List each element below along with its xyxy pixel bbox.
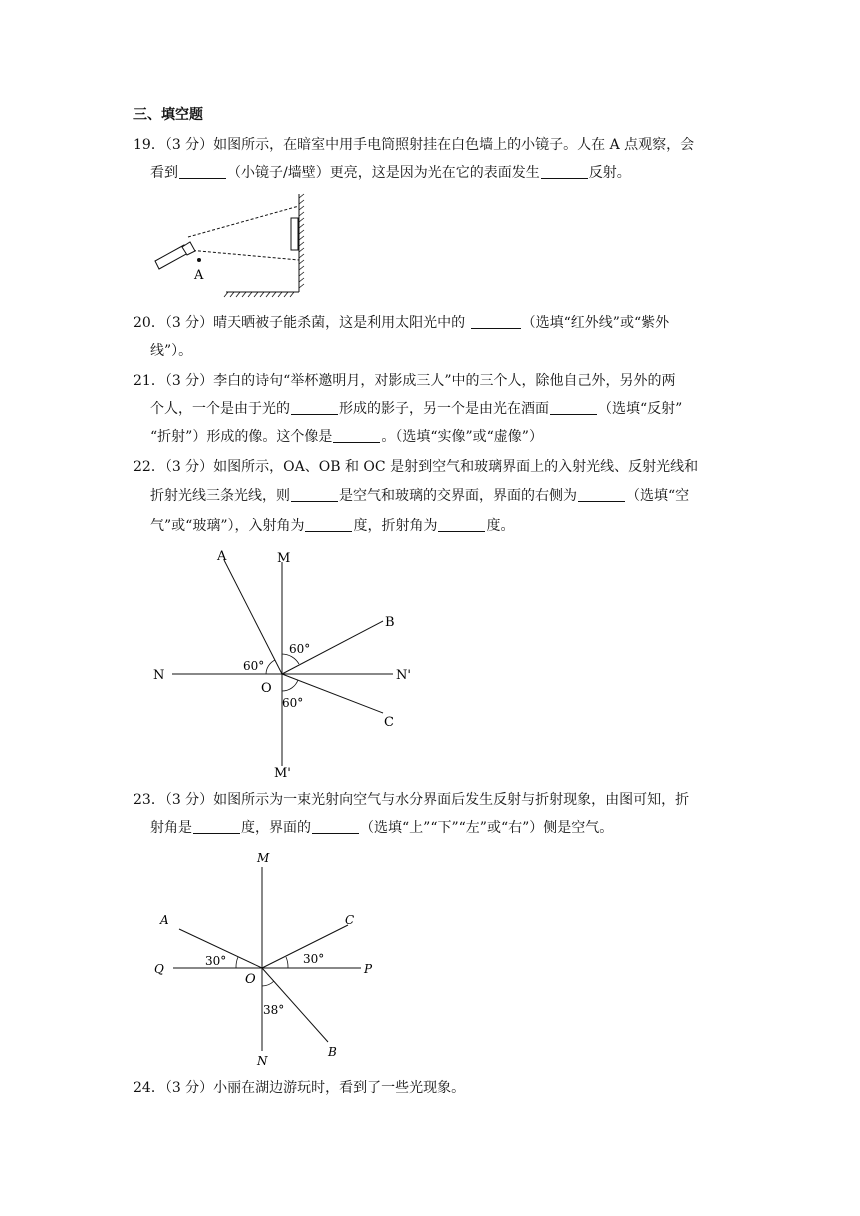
label-a: A — [194, 268, 204, 283]
answer-blank[interactable] — [179, 164, 226, 179]
q20-line2: 线”）。 — [150, 343, 193, 359]
label-n: N — [153, 668, 165, 683]
q19-line1: 19．（3 分）如图所示，在暗室中用手电筒照射挂在白色墙上的小镜子。人在 A 点观察，会 — [133, 137, 695, 153]
label-b: B — [385, 615, 395, 630]
answer-blank[interactable] — [550, 400, 597, 415]
q23-figure — [145, 845, 385, 1070]
label-m: M — [277, 551, 291, 566]
label-n: N — [257, 1054, 268, 1068]
label-m: M — [257, 851, 270, 865]
angle-label: 30° — [205, 954, 227, 968]
label-o: O — [245, 972, 256, 987]
answer-blank[interactable] — [578, 487, 625, 502]
q22-figure — [145, 540, 425, 785]
angle-label: 60° — [243, 659, 265, 673]
label-m-prime: M' — [274, 766, 291, 781]
label-c: C — [345, 913, 355, 927]
label-p: P — [364, 962, 373, 976]
q21-line3: “折射”）形成的像。这个像是 。（选填“实像”或“虚像”） — [150, 429, 543, 445]
label-b: B — [328, 1045, 337, 1059]
answer-blank[interactable] — [541, 164, 588, 179]
answer-blank[interactable] — [291, 400, 338, 415]
label-o: O — [261, 681, 272, 696]
answer-blank[interactable] — [471, 314, 521, 329]
angle-label: 38° — [263, 1003, 285, 1017]
label-n-prime: N' — [396, 668, 411, 683]
answer-blank[interactable] — [193, 819, 240, 834]
answer-blank[interactable] — [438, 517, 485, 532]
q20-line1: 20．（3 分）晴天晒被子能杀菌，这是利用太阳光中的 （选填“红外线”或“紫外 — [133, 315, 670, 331]
q23-line2: 射角是 度，界面的 （选填“上”“下”“左”或“右”）侧是空气。 — [150, 820, 614, 836]
label-a: A — [160, 913, 169, 927]
angle-label: 30° — [303, 952, 325, 966]
q23-line1: 23．（3 分）如图所示为一束光射向空气与水分界面后发生反射与折射现象，由图可知，折 — [133, 792, 690, 808]
q22-line1: 22．（3 分）如图所示，OA、OB 和 OC 是射到空气和玻璃界面上的入射光线、反射光线和 — [133, 459, 699, 475]
q21-line1: 21．（3 分）李白的诗句“举杯邀明月，对影成三人”中的三个人，除他自己外，另外的两 — [133, 373, 676, 389]
answer-blank[interactable] — [312, 819, 359, 834]
q22-line3: 气”或“玻璃”），入射角为 度，折射角为 度。 — [150, 518, 515, 534]
answer-blank[interactable] — [333, 428, 380, 443]
angle-label: 60° — [289, 642, 311, 656]
angle-label: 60° — [282, 696, 304, 710]
answer-blank[interactable] — [305, 517, 352, 532]
label-q: Q — [154, 962, 164, 976]
q19-figure — [150, 190, 320, 300]
label-c: C — [384, 715, 394, 730]
q22-line2: 折射光线三条光线，则 是空气和玻璃的交界面，界面的右侧为 （选填“空 — [150, 488, 690, 504]
section-title: 三、填空题 — [133, 107, 203, 123]
q19-line2: 看到 （小镜子/墙壁）更亮，这是因为光在它的表面发生 反射。 — [150, 165, 631, 181]
q24-line1: 24．（3 分）小丽在湖边游玩时，看到了一些光现象。 — [133, 1080, 466, 1096]
answer-blank[interactable] — [291, 487, 338, 502]
label-a: A — [217, 549, 227, 564]
q21-line2: 个人，一个是由于光的 形成的影子，另一个是由光在酒面 （选填“反射” — [150, 401, 683, 417]
